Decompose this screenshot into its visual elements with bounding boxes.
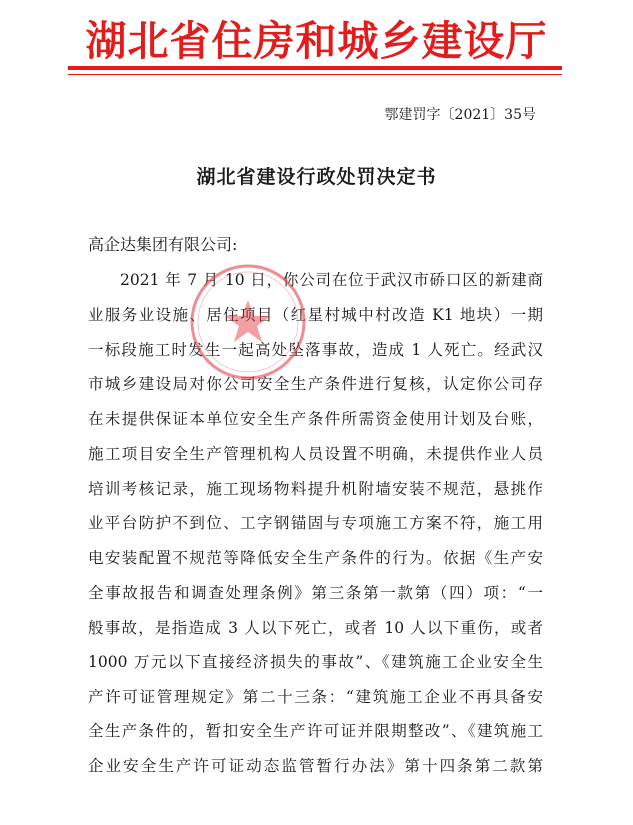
- body-line: 全事故报告和调查处理条例》第三条第一款第（四）项：“一: [88, 584, 543, 602]
- body-line: 1000 万元以下直接经济损失的事故”、《建筑施工企业安全生: [88, 653, 543, 671]
- body-line: 业服务业设施、居住项目（红星村城中村改造 K1 地块）一期: [88, 306, 543, 324]
- body-line: 一标段施工时发生一起高处坠落事故，造成 1 人死亡。经武汉: [88, 341, 543, 359]
- document-title: 湖北省建设行政处罚决定书: [196, 166, 437, 188]
- body-line: 产许可证管理规定》第二十三条：“建筑施工企业不再具备安: [88, 688, 543, 706]
- body-line: 2021 年 7 月 10 日，你公司在位于武汉市硚口区的新建商: [120, 271, 543, 289]
- official-seal-icon: [188, 262, 308, 382]
- document-number: 鄂建罚字〔2021〕35号: [384, 107, 536, 123]
- letterhead-thin-rule: [68, 74, 562, 75]
- issuer-letterhead: 湖北省住房和城乡建设厅: [85, 17, 548, 65]
- body-line: 企业安全生产许可证动态监管暂行办法》第十四条第二款第: [88, 757, 543, 775]
- body-line: 在未提供保证本单位安全生产条件所需资金使用计划及台账，: [88, 410, 543, 428]
- letterhead-thick-rule: [68, 66, 562, 70]
- body-line: 市城乡建设局对你公司安全生产条件进行复核，认定你公司存: [88, 375, 543, 393]
- body-line: 业平台防护不到位、工字钢锚固与专项施工方案不符，施工用: [88, 514, 543, 532]
- body-line: 培训考核记录，施工现场物料提升机附墙安装不规范，悬挑作: [88, 480, 543, 498]
- body-line: 般事故，是指造成 3 人以下死亡，或者 10 人以下重伤，或者: [88, 619, 543, 637]
- body-line: 电安装配置不规范等降低安全生产条件的行为。依据《生产安: [88, 549, 543, 567]
- addressee: 高企达集团有限公司:: [88, 235, 238, 254]
- body-line: 全生产条件的，暂扣安全生产许可证并限期整改”、《建筑施工: [88, 722, 543, 740]
- body-line: 施工项目安全生产管理机构人员设置不明确，未提供作业人员: [88, 445, 543, 463]
